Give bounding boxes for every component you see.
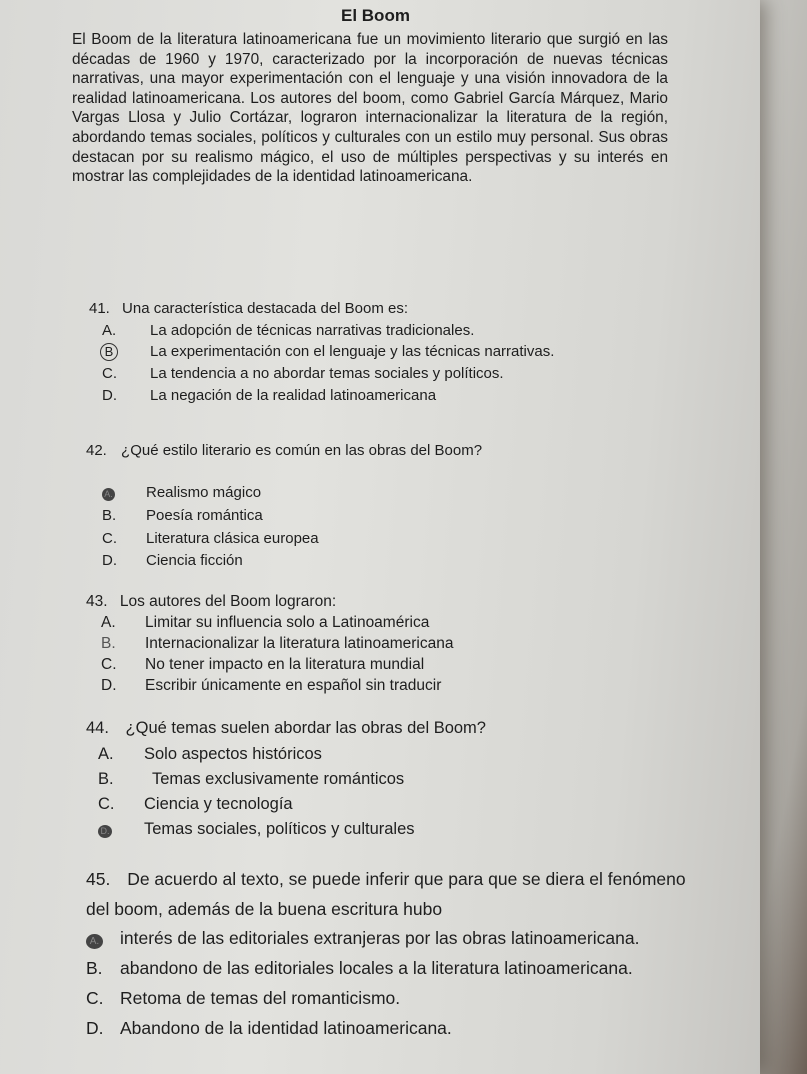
- option-45-b[interactable]: [86, 958, 633, 979]
- option-text: interés de las editoriales extranjeras por las obras latinoamericana.: [120, 928, 640, 948]
- option-text: Ciencia ficción: [146, 552, 243, 569]
- question-number: 44.: [86, 719, 109, 737]
- question-45: [86, 869, 686, 890]
- option-text: Ciencia y tecnología: [144, 795, 293, 813]
- option-text: No tener impacto en la literatura mundial: [145, 656, 425, 673]
- page-title: El Boom: [341, 6, 410, 25]
- option-43-c[interactable]: [101, 656, 424, 674]
- answer-mark-scribble: B.: [101, 635, 116, 652]
- option-43-d[interactable]: [101, 677, 441, 695]
- question-stem: De acuerdo al texto, se puede inferir que para que se diera el fenómeno: [127, 869, 686, 889]
- option-text: Literatura clásica europea: [146, 530, 319, 547]
- question-42: [86, 442, 482, 459]
- answer-mark-circle: B: [100, 343, 118, 361]
- option-letter: D.: [102, 387, 117, 404]
- question-stem: Una característica destacada del Boom es:: [122, 300, 409, 317]
- option-44-a[interactable]: [98, 745, 322, 764]
- option-text: Limitar su influencia solo a Latinoamérica: [145, 614, 430, 631]
- option-text: abandono de las editoriales locales a la literatura latinoamericana.: [120, 958, 633, 978]
- option-letter: B.: [86, 958, 103, 978]
- option-42-a[interactable]: [102, 484, 261, 501]
- question-number: 41.: [89, 300, 110, 317]
- reading-passage: El Boom de la literatura latinoamericana fue un movimiento literario que surgió en las décadas de 1960 y 1970, caracterizado por la incorporación de nuevas técnicas narrativas, una mayor experimentación con el lenguaje y una visión innovadora de la realidad latinoamericana. Los autores del boom, como Gabriel García Márquez, Mario Vargas Llosa y Julio Cortázar, lograron internacionalizar la literatura de la región, abordando temas sociales, políticos y culturales con un estilo muy personal. Sus obras destacan por su realismo mágico, el uso de múltiples perspectivas y su interés en mostrar las complejidades de la identidad latinoamericana.: [72, 31, 668, 186]
- option-43-a[interactable]: [101, 614, 429, 632]
- option-text: Solo aspectos históricos: [144, 745, 322, 763]
- question-44: [86, 719, 486, 738]
- question-number: 43.: [86, 593, 108, 610]
- option-text: Retoma de temas del romanticismo.: [120, 988, 401, 1008]
- option-44-d[interactable]: [98, 820, 415, 839]
- option-41-d[interactable]: [102, 387, 436, 404]
- question-stem: ¿Qué temas suelen abordar las obras del Boom?: [125, 719, 486, 737]
- answer-mark-dot: A.: [102, 488, 115, 501]
- option-41-a[interactable]: [102, 322, 474, 339]
- question-stem-line-2: del boom, además de la buena escritura hubo: [86, 899, 443, 919]
- option-letter: A.: [101, 614, 116, 631]
- option-text: Internacionalizar la literatura latinoamericana: [145, 635, 454, 652]
- question-43: [86, 593, 336, 611]
- option-letter: C.: [98, 795, 115, 813]
- option-text: La negación de la realidad latinoamericana: [150, 387, 437, 404]
- option-41-c[interactable]: [102, 365, 504, 382]
- option-44-b[interactable]: [98, 770, 404, 789]
- option-42-d[interactable]: [102, 552, 243, 569]
- option-text: Poesía romántica: [146, 507, 263, 524]
- question-stem: Los autores del Boom lograron:: [119, 593, 337, 610]
- option-42-b[interactable]: [102, 507, 263, 524]
- option-text: Abandono de la identidad latinoamericana.: [120, 1018, 452, 1038]
- option-letter: C.: [101, 656, 117, 673]
- option-letter: C.: [86, 988, 104, 1008]
- option-letter: A.: [98, 745, 114, 763]
- option-text: Temas exclusivamente románticos: [152, 770, 405, 788]
- answer-mark-dot: A.: [86, 934, 103, 949]
- option-letter: A.: [102, 322, 117, 339]
- option-42-c[interactable]: [102, 530, 319, 547]
- question-number: 45.: [86, 869, 111, 889]
- option-letter: B.: [102, 507, 117, 524]
- option-letter: B.: [98, 770, 114, 788]
- option-text: Realismo mágico: [146, 484, 262, 501]
- question-number: 42.: [86, 442, 107, 459]
- option-letter: C.: [102, 530, 117, 547]
- option-text: La tendencia a no abordar temas sociales y políticos.: [150, 365, 504, 382]
- option-text: Temas sociales, políticos y culturales: [144, 820, 415, 838]
- option-letter: D.: [101, 677, 117, 694]
- option-45-a[interactable]: [86, 928, 639, 949]
- option-text: La adopción de técnicas narrativas tradicionales.: [150, 322, 475, 339]
- option-text: La experimentación con el lenguaje y las técnicas narrativas.: [150, 343, 555, 360]
- question-stem: ¿Qué estilo literario es común en las obras del Boom?: [121, 442, 483, 459]
- option-44-c[interactable]: [98, 795, 293, 814]
- option-43-b[interactable]: [101, 635, 453, 653]
- option-text: Escribir únicamente en español sin traducir: [145, 677, 442, 694]
- option-letter: C.: [102, 365, 117, 382]
- question-45-stem-continuation: [86, 899, 442, 920]
- option-45-d[interactable]: [86, 1018, 452, 1039]
- option-letter: D.: [86, 1018, 104, 1038]
- answer-mark-dot: D.: [98, 825, 112, 838]
- option-letter: D.: [102, 552, 117, 569]
- question-41: [89, 300, 408, 317]
- option-41-b[interactable]: [100, 343, 554, 361]
- option-45-c[interactable]: [86, 988, 400, 1009]
